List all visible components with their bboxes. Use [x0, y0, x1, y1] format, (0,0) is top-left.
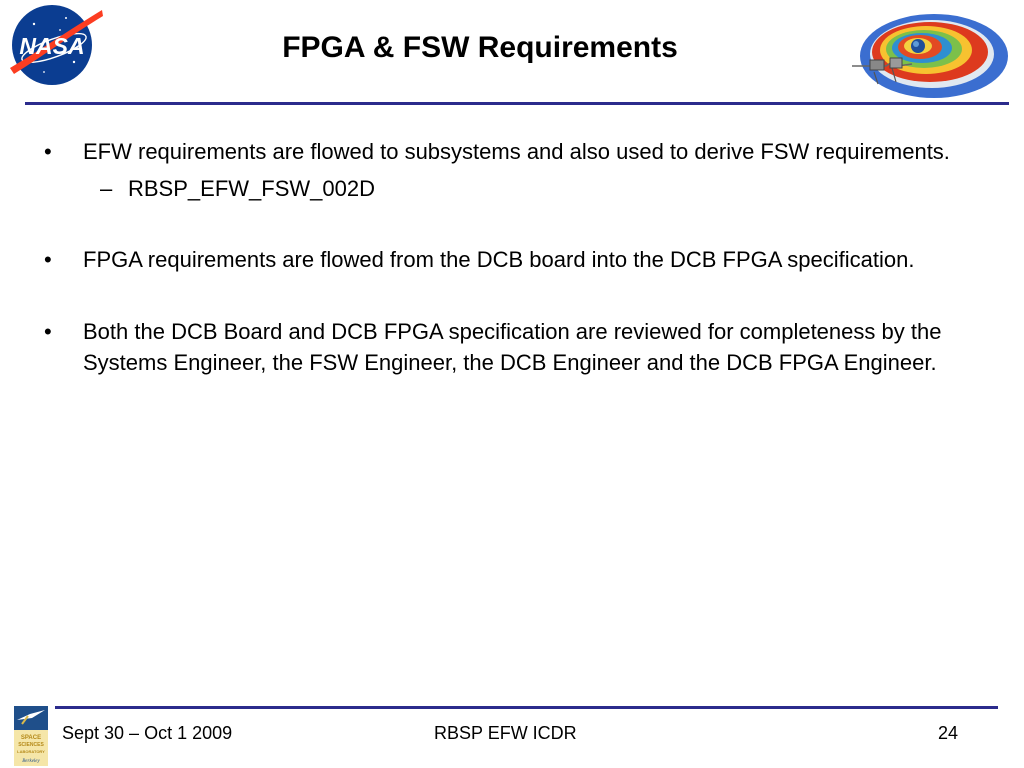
bullet-item	[40, 136, 960, 167]
ssl-logo-text: LABORATORY	[17, 749, 45, 754]
sub-bullet-marker: –	[100, 176, 113, 201]
ssl-logo-text: SPACE	[20, 735, 42, 741]
title-divider	[25, 102, 1009, 105]
nasa-logo-text: NASA	[19, 33, 85, 59]
nasa-logo	[4, 2, 104, 88]
bullet-text: Both the DCB Board and DCB FPGA specification are reviewed for completeness by the Systems Engineer, the FSW Engineer, the DCB Engineer and the DCB FPGA Engineer.	[83, 319, 942, 375]
page-number: 24	[938, 723, 959, 743]
bullet-item	[40, 316, 960, 378]
sub-bullet-text: RBSP_EFW_FSW_002D	[128, 176, 375, 201]
ssl-logo-text: SCIENCES	[18, 742, 44, 748]
bullet-marker: •	[44, 319, 52, 344]
slide-content	[40, 136, 960, 378]
footer-date: Sept 30 – Oct 1 2009	[62, 723, 233, 743]
bullet-text: FPGA requirements are flowed from the DCB board into the DCB FPGA specification.	[83, 247, 915, 272]
footer-divider	[55, 706, 998, 709]
bullet-marker: •	[44, 247, 52, 272]
ssl-logo-text: Berkeley	[22, 759, 40, 764]
space-sciences-laboratory-logo	[14, 706, 48, 766]
sub-bullet-item	[40, 173, 960, 204]
bullet-text: EFW requirements are flowed to subsystems and also used to derive FSW requirements.	[83, 139, 950, 164]
footer-event: RBSP EFW ICDR	[434, 723, 577, 743]
slide-title: FPGA & FSW Requirements	[282, 31, 678, 64]
bullet-item	[40, 244, 960, 275]
rbsp-radiation-belt-logo	[852, 10, 1014, 102]
bullet-marker: •	[44, 139, 52, 164]
